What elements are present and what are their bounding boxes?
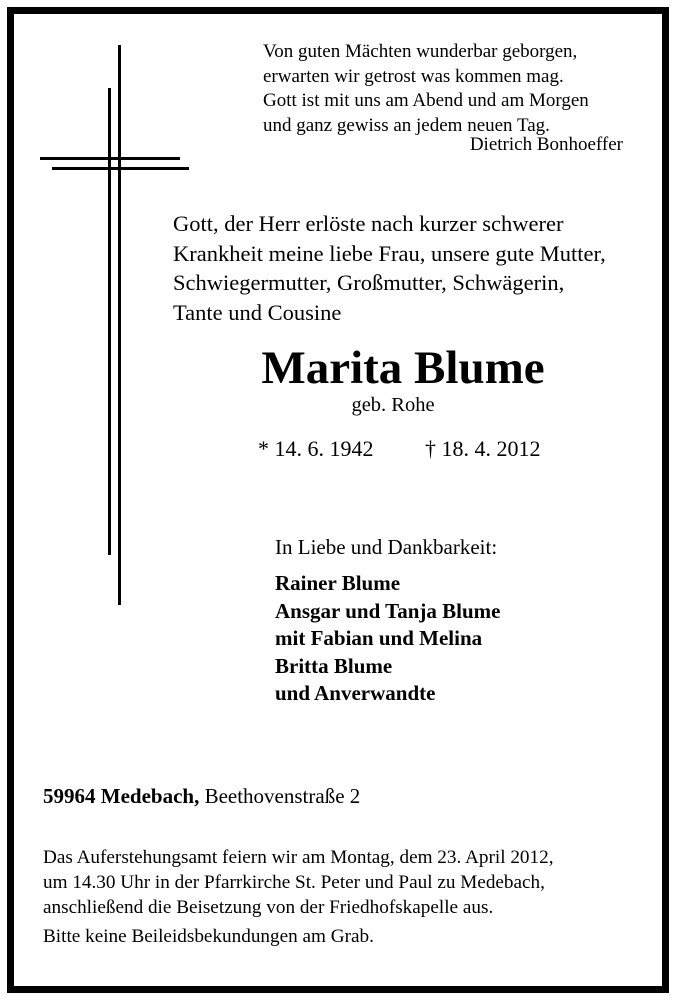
- intro-text: [173, 209, 606, 327]
- intro-line: Krankheit meine liebe Frau, unsere gute Mutter,: [173, 240, 606, 266]
- intro-line: Gott, der Herr erlöste nach kurzer schwerer: [173, 211, 564, 236]
- maiden-name: geb. Rohe: [351, 394, 435, 416]
- address: [43, 782, 360, 810]
- birth-date: * 14. 6. 1942: [258, 436, 374, 461]
- mourners-list: [275, 570, 500, 708]
- address-city: 59964 Medebach,: [43, 784, 200, 808]
- cross-vertical-beam: [118, 45, 121, 605]
- poem-line: Gott ist mit uns am Abend und am Morgen: [263, 90, 589, 111]
- service-line: Das Auferstehungsamt feiern wir am Montag, dem 23. April 2012,: [43, 847, 554, 868]
- poem-line: Von guten Mächten wunderbar geborgen,: [263, 41, 578, 62]
- service-info: [43, 845, 554, 920]
- intro-line: Tante und Cousine: [173, 299, 342, 325]
- mourner-name: Britta Blume: [275, 653, 393, 678]
- intro-line: Schwiegermutter, Großmutter, Schwägerin,: [173, 270, 565, 295]
- service-line: um 14.30 Uhr in der Pfarrkirche St. Peter und Paul zu Medebach,: [43, 872, 545, 893]
- poem-line: und ganz gewiss an jedem neuen Tag.: [263, 114, 550, 136]
- cross-horizontal-beam-lower: [52, 167, 189, 170]
- address-street: Beethovenstraße 2: [204, 784, 361, 808]
- poem-author: Dietrich Bonhoeffer: [469, 134, 623, 155]
- service-line: anschließend die Beisetzung von der Friedhofskapelle aus.: [43, 897, 494, 918]
- death-date: † 18. 4. 2012: [425, 436, 541, 461]
- deceased-name: Marita Blume: [261, 342, 545, 394]
- poem-line: erwarten wir getrost was kommen mag.: [263, 65, 564, 87]
- cross-horizontal-beam: [40, 157, 180, 160]
- mourner-name: Ansgar und Tanja Blume: [275, 598, 501, 623]
- mourners-heading: In Liebe und Dankbarkeit:: [275, 535, 498, 559]
- mourner-name: und Anverwandte: [275, 681, 436, 705]
- mourner-name: Rainer Blume: [275, 571, 401, 595]
- poem: [263, 40, 589, 138]
- mourner-name: mit Fabian und Melina: [275, 626, 483, 650]
- condolence-note: Bitte keine Beileidsbekundungen am Grab.: [43, 926, 374, 947]
